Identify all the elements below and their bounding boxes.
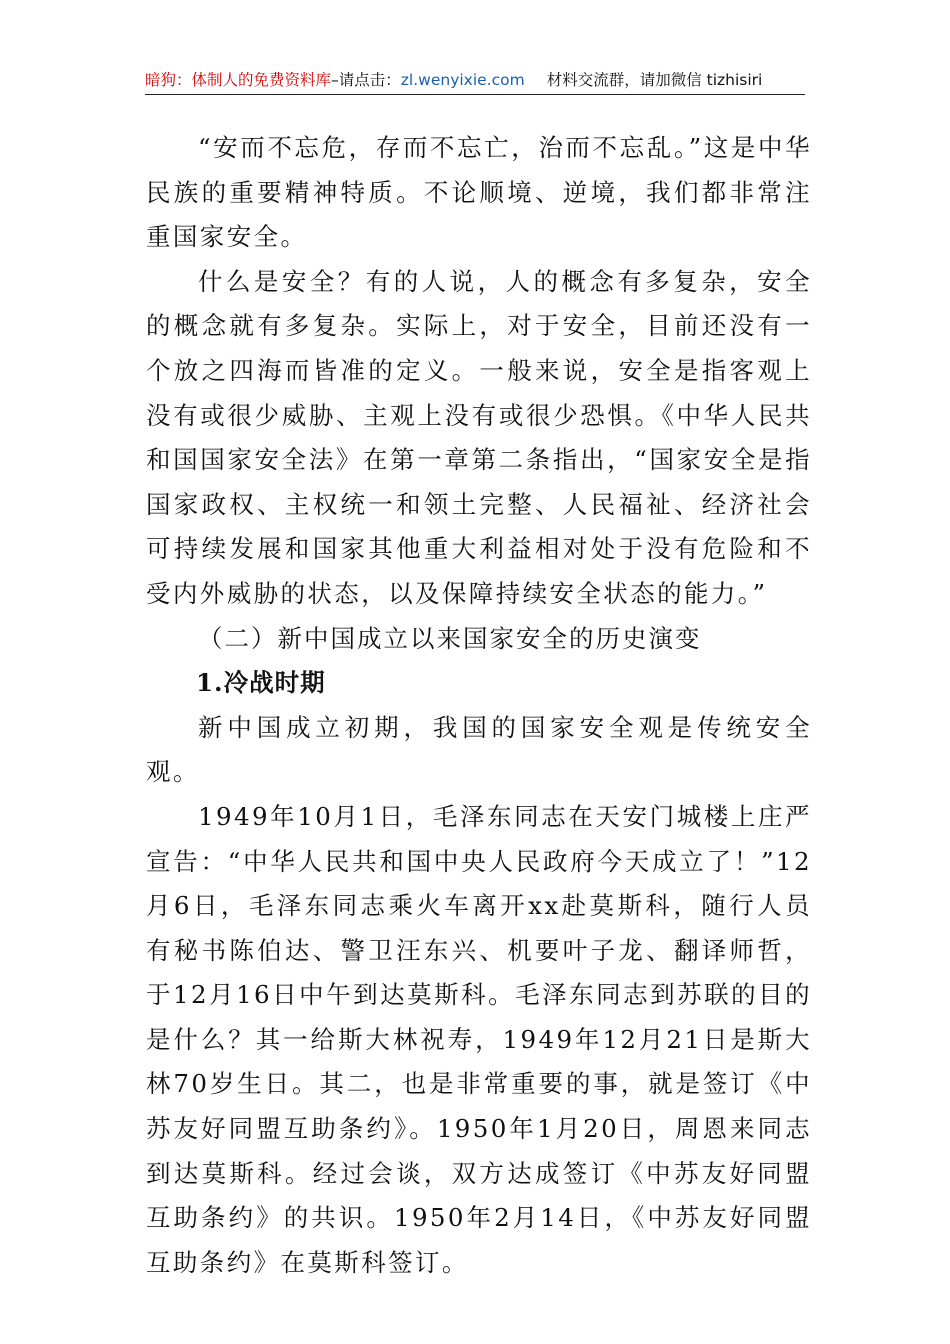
click-prompt: –请点击：: [331, 71, 401, 89]
paragraph-definition: 什么是安全？有的人说，人的概念有多复杂，安全的概念就有多复杂。实际上，对于安全，目前还没有一个放之四海而皆准的定义。一般来说，安全是指客观上没有或很少威胁、主观上没有或很少恐惧。《中华人民共和国国家安全法》在第一章第二条指出，“国家安全是指国家政权、主权统一和领土完整、人民福祉、经济社会可持续发展和国家其他重大利益相对处于没有危险和不受内外威胁的状态，以及保障持续安全状态的能力。”: [146, 266, 812, 608]
document-body: [146, 126, 812, 1285]
site-url-link[interactable]: zl.wenyixie.com: [400, 71, 525, 89]
subsection-heading: 1.冷战时期: [196, 668, 326, 698]
group-contact-text: 材料交流群，请加微信 tizhisiri: [546, 71, 763, 89]
section-heading: （二）新中国成立以来国家安全的历史演变: [198, 623, 702, 653]
page-header: [145, 66, 805, 95]
paragraph-history: 1949年10月1日，毛泽东同志在天安门城楼上庄严宣告：“中华人民共和国中央人民政府今天成立了！”12月6日，毛泽东同志乘火车离开xx赴莫斯科，随行人员有秘书陈伯达、警卫汪东兴、机要叶子龙、翻译师哲，于12月16日中午到达莫斯科。毛泽东同志到苏联的目的是什么？其一给斯大林祝寿，1949年12月21日是斯大林70岁生日。其二，也是非常重要的事，就是签订《中苏友好同盟互助条约》。1950年1月20日，周恩来同志到达莫斯科。经过会谈，双方达成签订《中苏友好同盟互助条约》的共识。1950年2月14日，《中苏友好同盟互助条约》在莫斯科签订。: [146, 801, 812, 1277]
paragraph-intro: “安而不忘危，存而不忘亡，治而不忘乱。”这是中华民族的重要精神特质。不论顺境、逆境，我们都非常注重国家安全。: [146, 133, 812, 252]
site-name: 暗狗：体制人的免费资料库: [145, 71, 332, 89]
paragraph-early-period: 新中国成立初期，我国的国家安全观是传统安全观。: [146, 712, 812, 787]
